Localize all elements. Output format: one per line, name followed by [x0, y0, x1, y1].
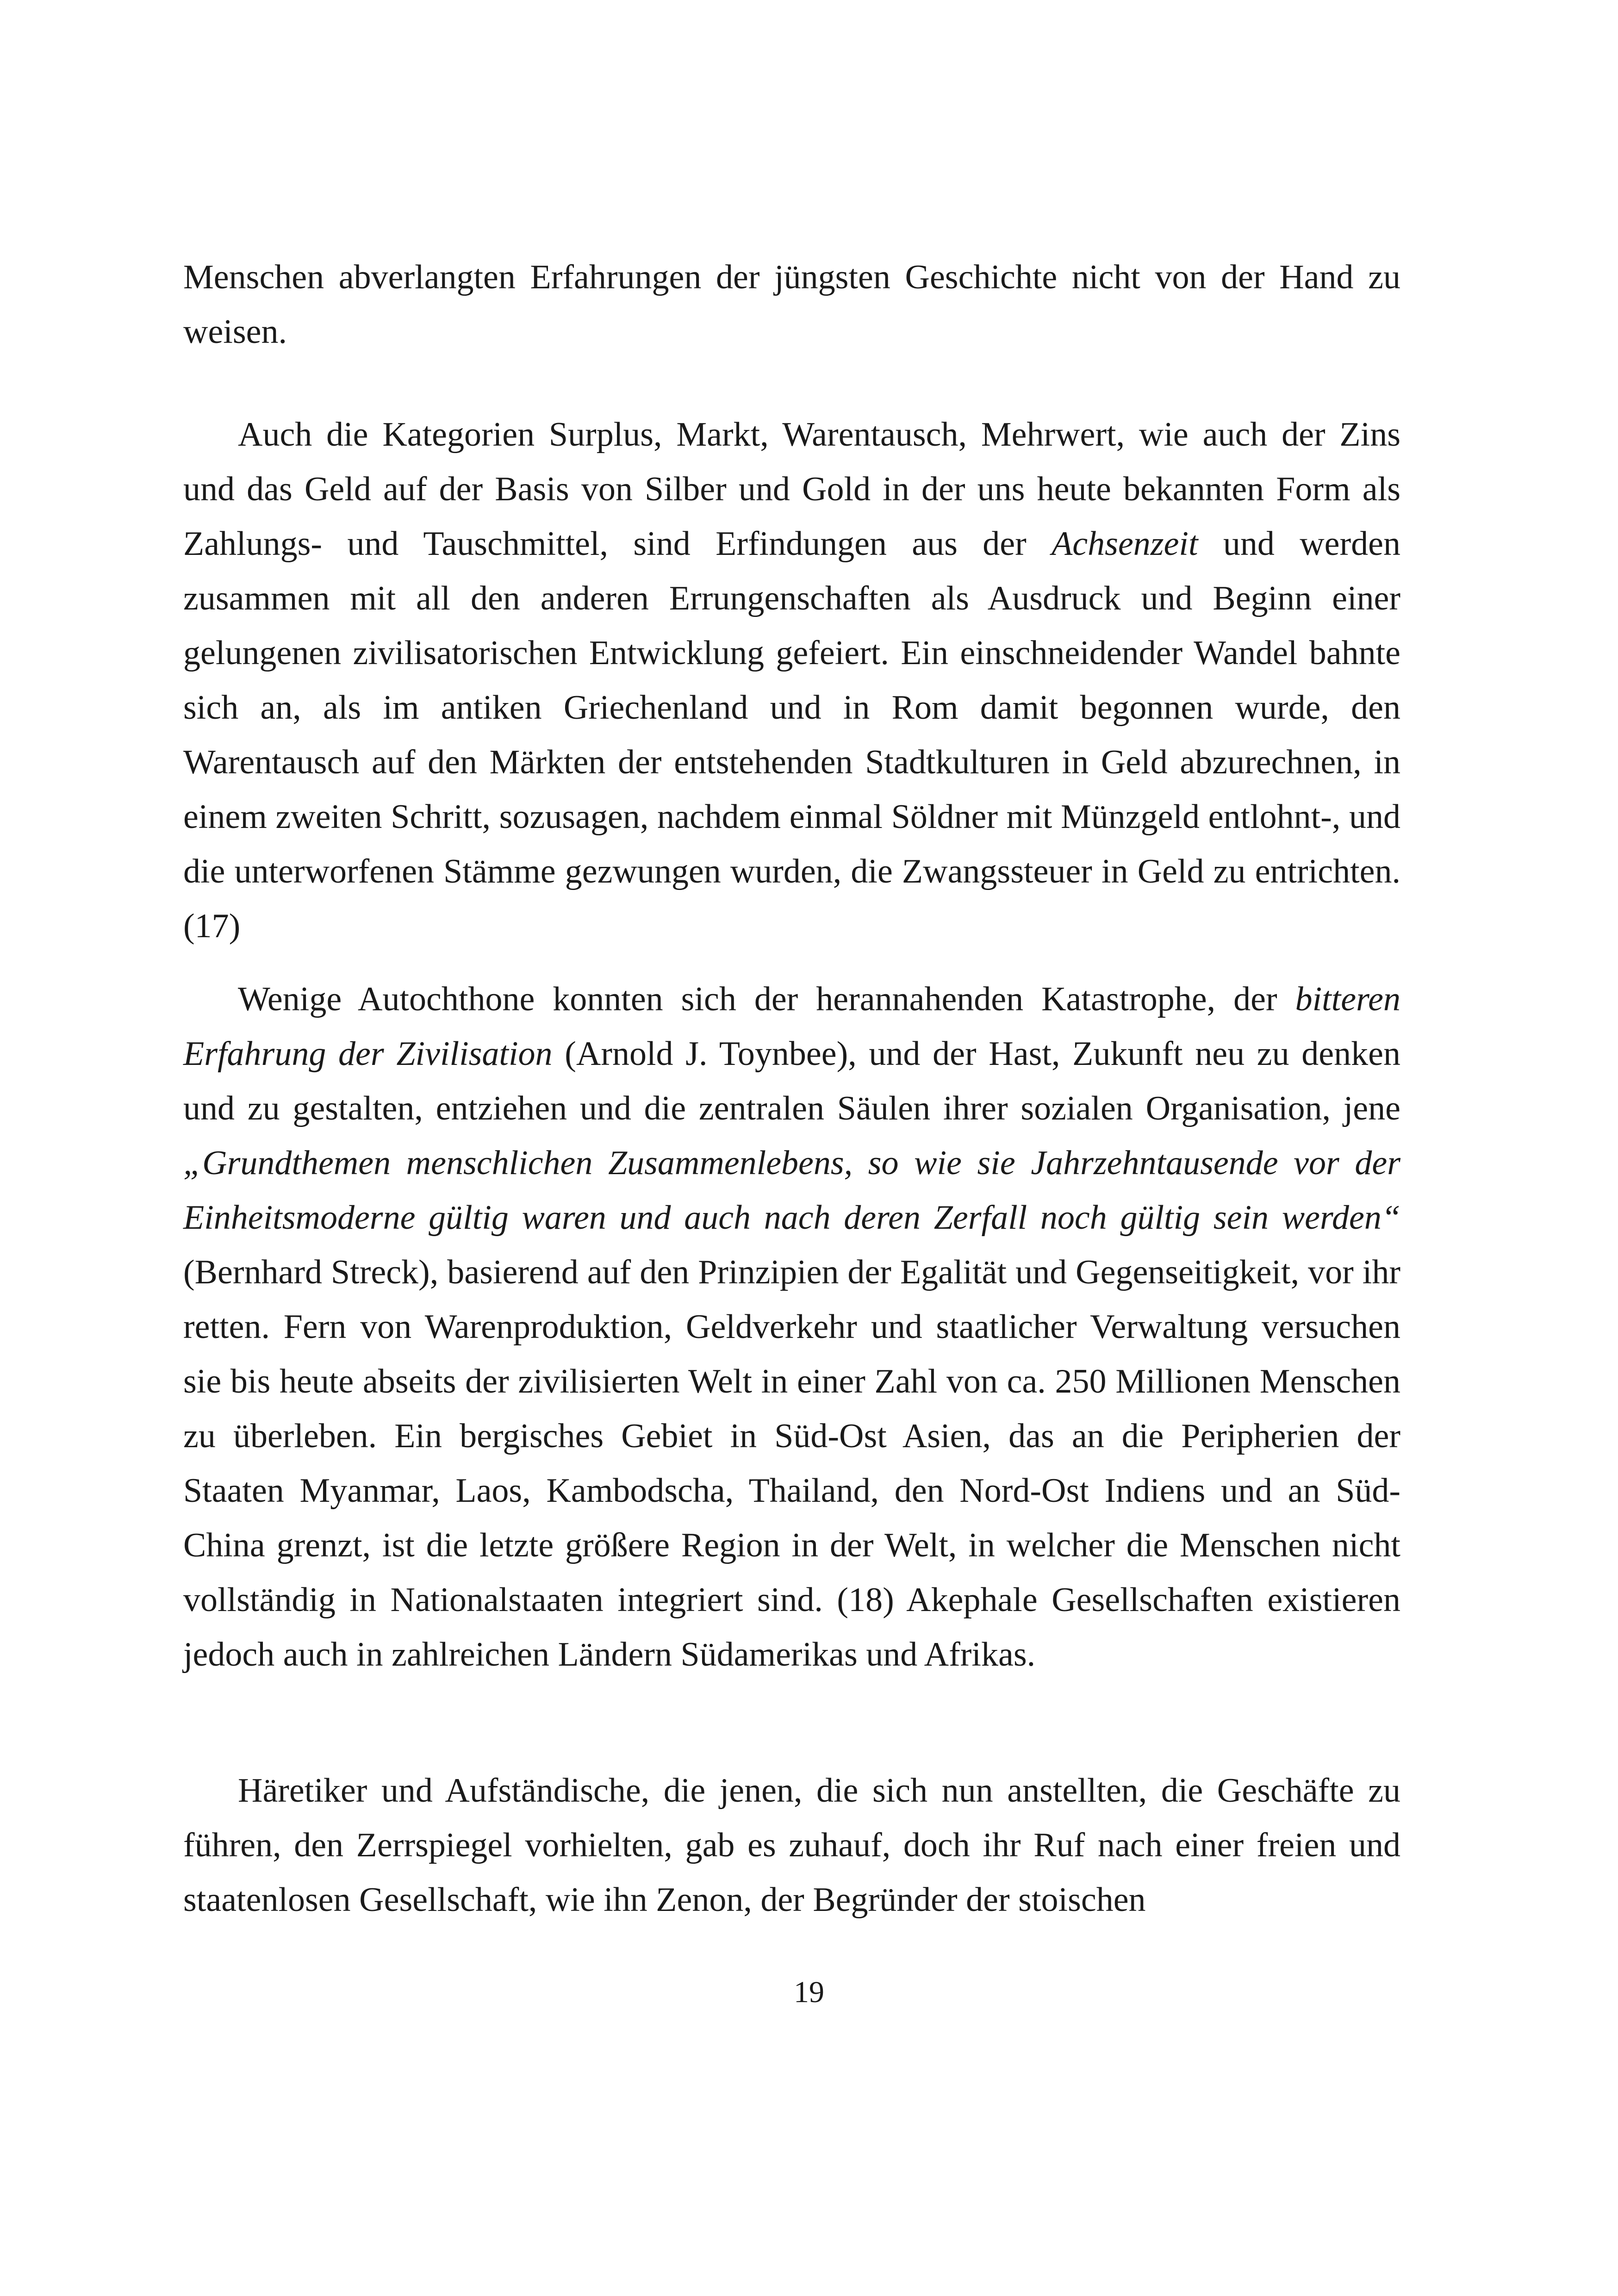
paragraph-text: Menschen abverlangten Erfahrungen der jüngsten Geschichte nicht von der Hand zu weisen.: [183, 258, 1400, 351]
paragraph-text: Auch die Kategorien Surplus, Markt, Warentausch, Mehrwert, wie auch der Zins und das Geld auf der Basis von Silber und Gold in der uns heute bekannten Form als Zahlungs- und Tauschmittel, sind Erfindungen aus der: [183, 416, 1400, 563]
page-number: 19: [794, 1975, 824, 2009]
paragraph-text: Wenige Autochthone konnten sich der herannahenden Katastrophe, der: [238, 980, 1295, 1018]
italic-term: bitteren Erfahrung der Zivilisation: [183, 980, 1400, 1073]
paragraph-text: (Bernhard Streck), basierend auf den Prinzipien der Egalität und Gegenseitigkeit, vor ihr retten. Fern von Warenproduktion, Geldverkehr und staatlicher Verwaltung versuchen sie bis heute abseits der zivilisierten Welt in einer Zahl von ca. 250 Millionen Menschen zu überleben. Ein bergisches Gebiet in Süd-Ost Asien, das an die Peripherien der Staaten Myanmar, Laos, Kambodscha, Thailand, den Nord-Ost Indiens und an Süd-China grenzt, ist die letzte größere Region in der Welt, in welcher die Menschen nicht vollständig in Nationalstaaten integriert sind. (18) Akephale Gesellschaften existieren jedoch auch in zahlreichen Ländern Südamerikas und Afrikas.: [183, 1253, 1400, 1674]
paragraph-text: Häretiker und Aufständische, die jenen, die sich nun anstellten, die Geschäfte zu führen, den Zerrspiegel vorhielten, gab es zuhauf, doch ihr Ruf nach einer freien und staatenlosen Gesellschaft, wie ihn Zenon, der Begründer der stoischen: [183, 1772, 1400, 1919]
paragraph-autochthone: [183, 972, 1400, 1682]
paragraph-continuation: [183, 250, 1400, 359]
italic-term: Achsenzeit: [1052, 525, 1198, 563]
paragraph-text: (Arnold J. Toynbee), und der Hast, Zukunft neu zu denken und zu gestalten, entziehen und die zentralen Säulen ihrer sozialen Organisation, jene: [183, 1035, 1401, 1127]
paragraph-haeretiker: [183, 1763, 1400, 1927]
paragraph-achsenzeit: [183, 407, 1400, 953]
paragraph-text: und werden zusammen mit all den anderen Errungenschaften als Ausdruck und Beginn einer gelungenen zivilisatorischen Entwicklung gefeiert. Ein einschneidender Wandel bahnte sich an, als im antiken Griechenland und in Rom damit begonnen wurde, den Warentausch auf den Märkten der entstehenden Stadtkulturen in Geld abzurechnen, in einem zweiten Schritt, sozusagen, nachdem einmal Söldner mit Münzgeld entlohnt-, und die unterworfenen Stämme gezwungen wurden, die Zwangssteuer in Geld zu entrichten. (17): [183, 525, 1400, 945]
italic-quote: „Grundthemen menschlichen Zusammenlebens, so wie sie Jahrzehntausende vor der Einheitsmoderne gültig waren und auch nach deren Zerfall noch gültig sein werden“: [183, 1144, 1400, 1237]
